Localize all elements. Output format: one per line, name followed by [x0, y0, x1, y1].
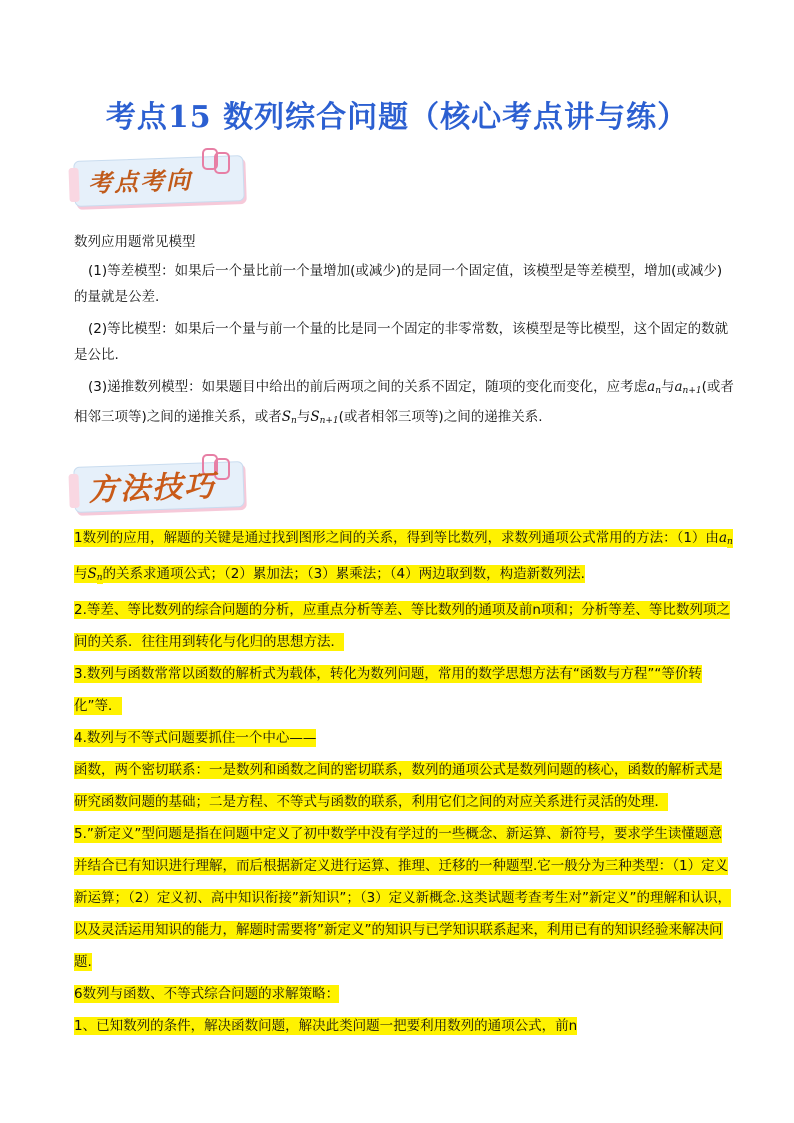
- section-models: [74, 226, 734, 434]
- paperclip-icon: [214, 152, 230, 174]
- section-banner-kaodian: [74, 150, 244, 206]
- paperclip-icon: [214, 458, 230, 480]
- section-methods: [74, 522, 734, 1042]
- method-item-4: 4.数列与不等式问题要抓住一个中心——: [74, 730, 317, 746]
- method-item-3: 3.数列与函数常常以函数的解析式为载体，转化为数列问题，常用的数学思想方法有“函数与方程”“等价转化”等．: [74, 666, 702, 714]
- banner-label: 方法技巧: [87, 468, 217, 509]
- method-item-4b: 函数，两个密切联系：一是数列和函数之间的密切联系，数列的通项公式是数列问题的核心，函数的解析式是研究函数问题的基础；二是方程、不等式与函数的联系，利用它们之间的对应关系进行灵活的处理．: [74, 762, 722, 810]
- method-item-7: 1、已知数列的条件，解决函数问题，解决此类问题一把要利用数列的通项公式，前n: [74, 1018, 578, 1034]
- banner-label: 考点考向: [87, 165, 193, 198]
- method-item-2: 2.等差、等比数列的综合问题的分析，应重点分析等差、等比数列的通项及前n项和；分析等差、等比数列项之间的关系．往往用到转化与化归的思想方法．: [74, 602, 730, 650]
- model-geometric: (2)等比模型：如果后一个量与前一个量的比是同一个固定的非零常数，该模型是等比模型，这个固定的数就是公比.: [74, 321, 729, 363]
- method-item-5: 5.”新定义”型问题是指在问题中定义了初中数学中没有学过的一些概念、新运算、新符号，要求学生读懂题意并结合已有知识进行理解，而后根据新定义进行运算、推理、迁移的一种题型.它一般分为三种类型：（1）定义新运算；（2）定义初、高中知识衔接”新知识”；（3）定义新概念.这类试题考查考生对”新定义”的理解和认识，以及灵活运用知识的能力，解题时需要将”新定义”的知识与已学知识联系起来，利用已有的知识经验来解决问题.: [74, 826, 731, 970]
- section-heading: 数列应用题常见模型: [74, 234, 196, 250]
- page-title: 考点15 数列综合问题（核心考点讲与练）: [105, 100, 689, 135]
- method-item-1: 1数列的应用，解题的关键是通过找到图形之间的关系，得到等比数列，求数列通项公式常用的方法：（1）由$a_n$与$S_n$的关系求通项公式；（2）累加法；（3）累乘法；（4）两边取到数，构造新数列法.: [74, 530, 733, 583]
- model-arithmetic: (1)等差模型：如果后一个量比前一个量增加(或减少)的是同一个固定值，该模型是等差模型，增加(或减少)的量就是公差.: [74, 263, 723, 305]
- method-item-6: 6数列与函数、不等式综合问题的求解策略：: [74, 986, 340, 1002]
- model-recursive: (3)递推数列模型：如果题目中给出的前后两项之间的关系不固定，随项的变化而变化，应考虑$a_n$与$a_{n+1}$(或者相邻三项等)之间的递推关系，或者$S_n$与$S_{n+1}$(或者相邻三项等)之间的递推关系.: [74, 379, 734, 426]
- section-banner-fangfa: [74, 456, 244, 512]
